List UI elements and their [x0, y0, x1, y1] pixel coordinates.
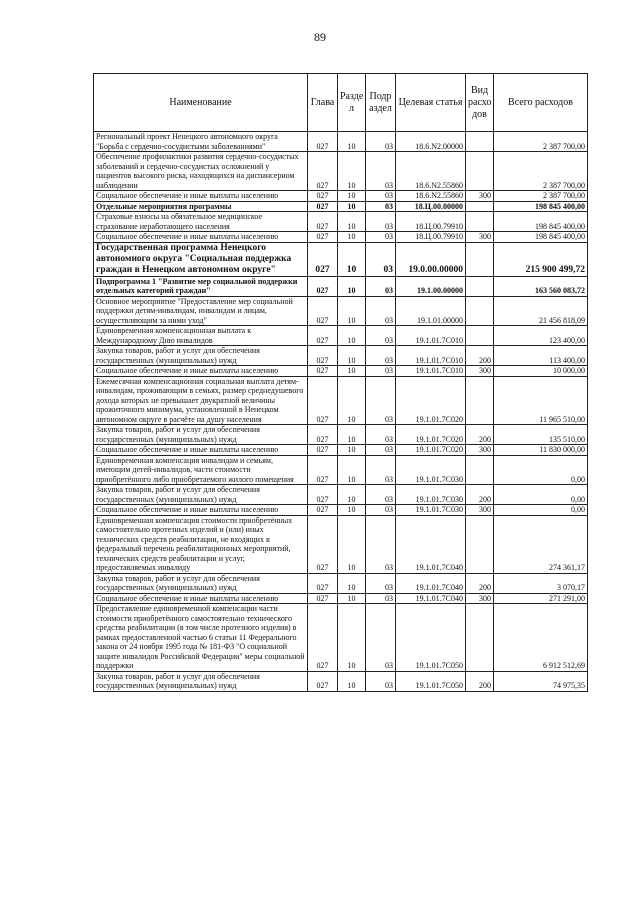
cell-vr: [466, 376, 494, 425]
cell-csr: 19.1.01.7C030: [396, 505, 466, 516]
cell-vr: [466, 604, 494, 672]
cell-name: Закупка товаров, работ и услуг для обеспечения государственных (муниципальных) нужд: [94, 346, 308, 366]
cell-razdel: 10: [338, 445, 366, 456]
cell-razdel: 10: [338, 515, 366, 573]
cell-vr: 300: [466, 191, 494, 202]
cell-vr: [466, 455, 494, 485]
cell-name: Страховые взносы на обязательное медицинское страхование неработающего населения: [94, 212, 308, 232]
cell-glava: 027: [308, 132, 338, 152]
cell-total: 21 456 818,09: [494, 296, 588, 326]
cell-csr: 18.6.N2.55860: [396, 191, 466, 202]
cell-glava: 027: [308, 376, 338, 425]
cell-glava: 027: [308, 346, 338, 366]
cell-csr: 19.1.01.7C050: [396, 671, 466, 691]
cell-vr: 300: [466, 593, 494, 604]
table-row: [94, 242, 588, 276]
table-row: [94, 212, 588, 232]
cell-glava: 027: [308, 445, 338, 456]
cell-vr: 300: [466, 232, 494, 243]
header-csr: Целевая статья: [396, 74, 466, 132]
cell-csr: 19.1.01.00000: [396, 296, 466, 326]
cell-csr: 19.1.01.7C030: [396, 455, 466, 485]
header-glava: Глава: [308, 74, 338, 132]
cell-razdel: 10: [338, 326, 366, 346]
table-body: [94, 132, 588, 692]
cell-csr: 18.Ц.00.00000: [396, 201, 466, 212]
table-row: [94, 276, 588, 296]
cell-name: Единовременная компенсация инвалидам и семьям, имеющим детей-инвалидов, части стоимости приобретённого либо приобретаемого жилого помещения: [94, 455, 308, 485]
table-row: [94, 515, 588, 573]
cell-vr: [466, 212, 494, 232]
cell-vr: [466, 296, 494, 326]
cell-csr: 19.1.01.7C010: [396, 366, 466, 377]
cell-glava: 027: [308, 455, 338, 485]
cell-vr: 300: [466, 366, 494, 377]
cell-csr: 18.6.N2.00000: [396, 132, 466, 152]
table-row: [94, 671, 588, 691]
cell-podrazdel: 03: [366, 515, 396, 573]
cell-glava: 027: [308, 593, 338, 604]
header-total: Всего расходов: [494, 74, 588, 132]
header-podrazdel: Подр аздел: [366, 74, 396, 132]
cell-podrazdel: 03: [366, 326, 396, 346]
cell-podrazdel: 03: [366, 604, 396, 672]
cell-razdel: 10: [338, 376, 366, 425]
cell-razdel: 10: [338, 604, 366, 672]
cell-vr: 200: [466, 671, 494, 691]
cell-total: 6 912 512,69: [494, 604, 588, 672]
cell-razdel: 10: [338, 296, 366, 326]
cell-vr: [466, 326, 494, 346]
cell-name: Единовременная компенсационная выплата к Международному Дню инвалидов: [94, 326, 308, 346]
cell-total: 0,00: [494, 455, 588, 485]
cell-glava: 027: [308, 152, 338, 191]
cell-podrazdel: 03: [366, 152, 396, 191]
cell-name: Обеспечение профилактики развития сердечно-сосудистых заболеваний и сердечно-сосудистых осложнений у пациентов высокого риска, находящихся на диспансерном наблюдении: [94, 152, 308, 191]
table-row: [94, 366, 588, 377]
cell-vr: [466, 132, 494, 152]
table-row: [94, 152, 588, 191]
table-row: [94, 485, 588, 505]
cell-razdel: 10: [338, 671, 366, 691]
table-row: [94, 191, 588, 202]
table-row: [94, 445, 588, 456]
cell-csr: 19.1.01.7C030: [396, 485, 466, 505]
cell-razdel: 10: [338, 212, 366, 232]
cell-vr: 200: [466, 573, 494, 593]
table-row: [94, 505, 588, 516]
cell-name: Региональный проект Ненецкого автономного округа "Борьба с сердечно-сосудистыми заболеваниями": [94, 132, 308, 152]
cell-csr: 19.1.01.7C020: [396, 376, 466, 425]
cell-vr: [466, 276, 494, 296]
cell-csr: 19.1.01.7C040: [396, 573, 466, 593]
cell-glava: 027: [308, 485, 338, 505]
cell-podrazdel: 03: [366, 671, 396, 691]
cell-razdel: 10: [338, 191, 366, 202]
cell-total: 198 845 400,00: [494, 201, 588, 212]
cell-podrazdel: 03: [366, 455, 396, 485]
cell-total: 0,00: [494, 485, 588, 505]
table-row: [94, 593, 588, 604]
cell-name: Закупка товаров, работ и услуг для обеспечения государственных (муниципальных) нужд: [94, 573, 308, 593]
cell-total: 10 000,00: [494, 366, 588, 377]
cell-csr: 19.1.01.7C020: [396, 445, 466, 456]
cell-razdel: 10: [338, 425, 366, 445]
header-vr: Вид расхо дов: [466, 74, 494, 132]
cell-name: Социальное обеспечение и иные выплаты населению: [94, 505, 308, 516]
cell-name: Отдельные мероприятия программы: [94, 201, 308, 212]
cell-podrazdel: 03: [366, 296, 396, 326]
budget-table: [93, 73, 588, 692]
cell-csr: 19.1.01.7C040: [396, 515, 466, 573]
table-row: [94, 326, 588, 346]
table-row: [94, 132, 588, 152]
table-row: [94, 296, 588, 326]
cell-razdel: 10: [338, 232, 366, 243]
cell-name: Социальное обеспечение и иные выплаты населению: [94, 445, 308, 456]
cell-podrazdel: 03: [366, 376, 396, 425]
cell-glava: 027: [308, 671, 338, 691]
cell-razdel: 10: [338, 346, 366, 366]
cell-podrazdel: 03: [366, 191, 396, 202]
cell-vr: [466, 152, 494, 191]
cell-total: 163 560 083,72: [494, 276, 588, 296]
table-row: [94, 455, 588, 485]
cell-vr: 200: [466, 346, 494, 366]
cell-vr: 300: [466, 445, 494, 456]
cell-glava: 027: [308, 515, 338, 573]
cell-glava: 027: [308, 366, 338, 377]
cell-glava: 027: [308, 326, 338, 346]
cell-total: 198 845 400,00: [494, 232, 588, 243]
cell-total: 2 387 700,00: [494, 132, 588, 152]
table-row: [94, 376, 588, 425]
cell-razdel: 10: [338, 485, 366, 505]
cell-podrazdel: 03: [366, 201, 396, 212]
cell-total: 113 400,00: [494, 346, 588, 366]
cell-podrazdel: 03: [366, 485, 396, 505]
cell-total: 2 387 700,00: [494, 191, 588, 202]
table-header-row: [94, 74, 588, 132]
cell-total: 135 510,00: [494, 425, 588, 445]
cell-glava: 027: [308, 242, 338, 276]
cell-razdel: 10: [338, 505, 366, 516]
cell-csr: 19.1.00.00000: [396, 276, 466, 296]
cell-vr: [466, 515, 494, 573]
cell-razdel: 10: [338, 132, 366, 152]
cell-vr: 200: [466, 485, 494, 505]
cell-csr: 18.Ц.00.79910: [396, 232, 466, 243]
cell-podrazdel: 03: [366, 242, 396, 276]
cell-name: Предоставление единовременной компенсации части стоимости приобретённого самостоятельно технического средства реабилитации (в том числе протезного изделия) в рамках предоставленной частью 6 статьи 11 Федерального закона от 24 ноября 1995 года № 181-ФЗ "О социальной защите инвалидов Российской Федерации" меры социальной поддержки: [94, 604, 308, 672]
cell-podrazdel: 03: [366, 366, 396, 377]
cell-glava: 027: [308, 276, 338, 296]
cell-csr: 19.1.01.7C040: [396, 593, 466, 604]
cell-name: Подпрограмма 1 "Развитие мер социальной поддержки отдельных категорий граждан": [94, 276, 308, 296]
cell-total: 11 830 000,00: [494, 445, 588, 456]
cell-total: 274 361,17: [494, 515, 588, 573]
cell-vr: 200: [466, 425, 494, 445]
cell-razdel: 10: [338, 366, 366, 377]
cell-vr: [466, 201, 494, 212]
cell-vr: [466, 242, 494, 276]
cell-razdel: 10: [338, 573, 366, 593]
table-row: [94, 201, 588, 212]
cell-podrazdel: 03: [366, 425, 396, 445]
cell-total: 271 291,00: [494, 593, 588, 604]
cell-glava: 027: [308, 201, 338, 212]
cell-podrazdel: 03: [366, 573, 396, 593]
cell-csr: 19.1.01.7C010: [396, 326, 466, 346]
cell-glava: 027: [308, 604, 338, 672]
cell-razdel: 10: [338, 152, 366, 191]
page-number: 89: [314, 30, 326, 44]
cell-csr: 19.0.00.00000: [396, 242, 466, 276]
cell-total: 215 900 499,72: [494, 242, 588, 276]
table-row: [94, 346, 588, 366]
cell-podrazdel: 03: [366, 346, 396, 366]
table-row: [94, 425, 588, 445]
cell-glava: 027: [308, 573, 338, 593]
cell-total: 11 965 510,00: [494, 376, 588, 425]
cell-podrazdel: 03: [366, 232, 396, 243]
table-row: [94, 604, 588, 672]
header-razdel: Разде л: [338, 74, 366, 132]
cell-podrazdel: 03: [366, 212, 396, 232]
table-row: [94, 232, 588, 243]
cell-name: Закупка товаров, работ и услуг для обеспечения государственных (муниципальных) нужд: [94, 671, 308, 691]
cell-total: 198 845 400,00: [494, 212, 588, 232]
cell-razdel: 10: [338, 455, 366, 485]
cell-csr: 18.Ц.00.79910: [396, 212, 466, 232]
cell-total: 3 070,17: [494, 573, 588, 593]
cell-name: Закупка товаров, работ и услуг для обеспечения государственных (муниципальных) нужд: [94, 485, 308, 505]
cell-podrazdel: 03: [366, 505, 396, 516]
cell-total: 74 975,35: [494, 671, 588, 691]
cell-glava: 027: [308, 212, 338, 232]
cell-csr: 18.6.N2.55860: [396, 152, 466, 191]
cell-name: Ежемесячная компенсационная социальная выплата детям-инвалидам, проживающим в семьях, размер среднедушевого дохода которых не превышает двукратной величины прожиточного минимума, установленной в Ненецком автономном округе в расчёте на душу населения: [94, 376, 308, 425]
cell-glava: 027: [308, 505, 338, 516]
cell-name: Социальное обеспечение и иные выплаты населению: [94, 191, 308, 202]
cell-glava: 027: [308, 296, 338, 326]
cell-csr: 19.1.01.7C010: [396, 346, 466, 366]
cell-podrazdel: 03: [366, 445, 396, 456]
cell-podrazdel: 03: [366, 276, 396, 296]
cell-name: Государственная программа Ненецкого автономного округа "Социальная поддержка граждан в Ненецком автономном округе": [94, 242, 308, 276]
cell-glava: 027: [308, 191, 338, 202]
cell-name: Социальное обеспечение и иные выплаты населению: [94, 593, 308, 604]
cell-razdel: 10: [338, 201, 366, 212]
cell-razdel: 10: [338, 593, 366, 604]
cell-name: Единовременная компенсация стоимости приобретённых самостоятельно протезных изделий и (или) иных технических средств реабилитации, не входящих в федеральный перечень реабилитационных мероприятий, технических средств реабилитации и услуг, предоставляемых инвалиду: [94, 515, 308, 573]
cell-name: Социальное обеспечение и иные выплаты населению: [94, 366, 308, 377]
cell-total: 123 400,00: [494, 326, 588, 346]
cell-csr: 19.1.01.7C050: [396, 604, 466, 672]
cell-total: 2 387 700,00: [494, 152, 588, 191]
cell-podrazdel: 03: [366, 593, 396, 604]
cell-name: Социальное обеспечение и иные выплаты населению: [94, 232, 308, 243]
cell-glava: 027: [308, 232, 338, 243]
cell-csr: 19.1.01.7C020: [396, 425, 466, 445]
cell-razdel: 10: [338, 276, 366, 296]
cell-name: Закупка товаров, работ и услуг для обеспечения государственных (муниципальных) нужд: [94, 425, 308, 445]
cell-podrazdel: 03: [366, 132, 396, 152]
cell-total: 0,00: [494, 505, 588, 516]
cell-name: Основное мероприятие "Предоставление мер социальной поддержки детям-инвалидам, инвалидам и лицам, осуществляющим за ними уход": [94, 296, 308, 326]
cell-glava: 027: [308, 425, 338, 445]
table-row: [94, 573, 588, 593]
header-name: Наименование: [94, 74, 308, 132]
cell-vr: 300: [466, 505, 494, 516]
cell-razdel: 10: [338, 242, 366, 276]
